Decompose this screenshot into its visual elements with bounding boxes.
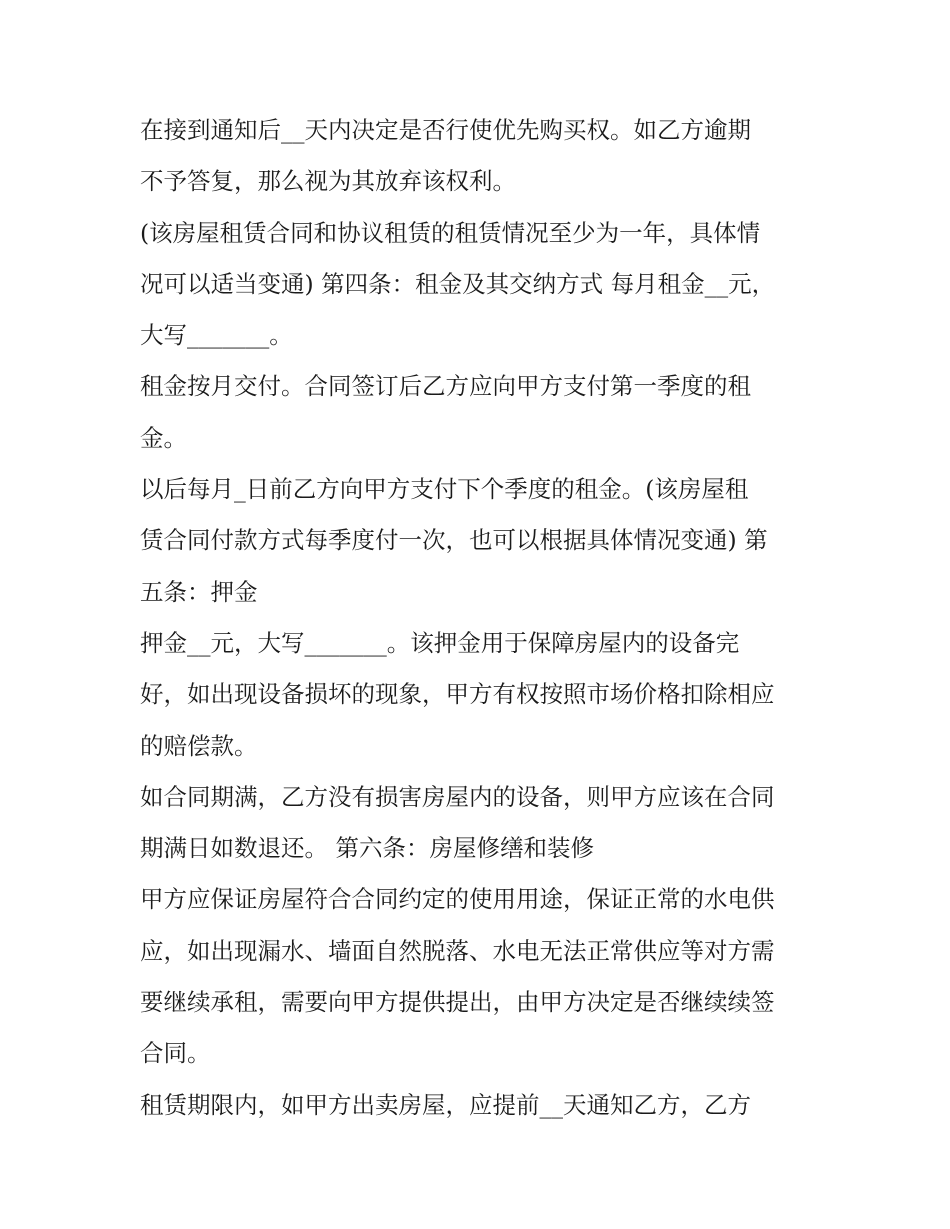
text-line: 押金__元，大写_______。该押金用于保障房屋内的设备完 xyxy=(140,628,740,657)
text-line: 如合同期满，乙方没有损害房屋内的设备，则甲方应该在合同 xyxy=(140,782,775,811)
text-line: 的赔偿款。 xyxy=(140,731,258,760)
text-line: 金。 xyxy=(140,423,187,452)
text-line: 况可以适当变通) 第四条：租金及其交纳方式 每月租金__元， xyxy=(140,269,776,298)
text-line: (该房屋租赁合同和协议租赁的租赁情况至少为一年，具体情 xyxy=(140,218,761,247)
text-line: 租赁期限内，如甲方出卖房屋，应提前__天通知乙方，乙方 xyxy=(140,1090,751,1119)
text-line: 以后每月_日前乙方向甲方支付下个季度的租金。(该房屋租 xyxy=(140,475,749,504)
text-line: 合同。 xyxy=(140,1039,211,1068)
text-line: 甲方应保证房屋符合合同约定的使用用途，保证正常的水电供 xyxy=(140,885,775,914)
text-line: 期满日如数退还。 第六条：房屋修缮和装修 xyxy=(140,834,594,863)
text-line: 租金按月交付。合同签订后乙方应向甲方支付第一季度的租 xyxy=(140,372,751,401)
text-line: 要继续承租，需要向甲方提供提出，由甲方决定是否继续续签 xyxy=(140,988,775,1017)
text-line: 好，如出现设备损坏的现象，甲方有权按照市场价格扣除相应 xyxy=(140,680,775,709)
document-body xyxy=(140,105,830,1131)
text-line: 应，如出现漏水、墙面自然脱落、水电无法正常供应等对方需 xyxy=(140,936,775,965)
text-line: 在接到通知后__天内决定是否行使优先购买权。如乙方逾期 xyxy=(140,116,751,144)
text-line: 不予答复，那么视为其放弃该权利。 xyxy=(140,167,516,196)
text-line: 大写_______。 xyxy=(140,321,293,350)
text-line: 赁合同付款方式每季度付一次，也可以根据具体情况变通) 第 xyxy=(140,526,768,555)
text-line: 五条：押金 xyxy=(140,577,258,606)
